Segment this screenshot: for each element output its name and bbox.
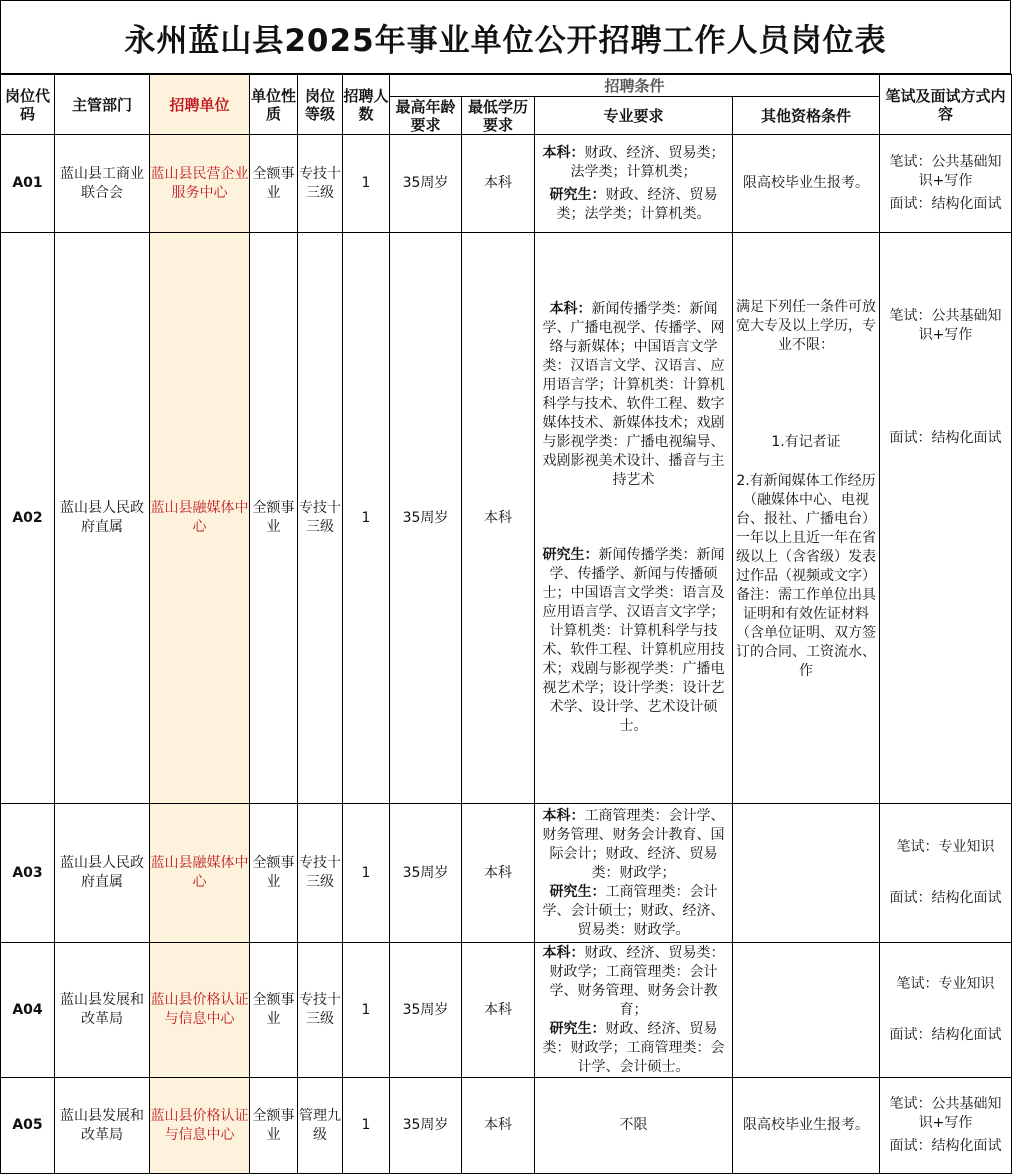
exam-cell xyxy=(880,943,1012,1078)
written-exam: 笔试：公共基础知识+写作 xyxy=(889,154,1002,189)
graduate-majors: 新闻传播学类：新闻学、传播学、新闻与传播硕士；中国语言文学类：语言及应用语言学、汉语言文字学；计算机类：计算机科学与技术、软件工程、计算机应用技术；戏剧与影视学类：广播电视艺术学；设计学类：设计艺术学、设计学、艺术设计硕士。 xyxy=(542,547,725,734)
unit-cell: 蓝山县融媒体中心 xyxy=(150,233,250,804)
undergrad-majors: 工商管理类：会计学、财务管理、财务会计教育、国际会计；财政、经济、贸易类：财政学； xyxy=(542,807,725,881)
interview-exam: 面试：结构化面试 xyxy=(889,1138,1002,1154)
nature-cell: 全额事业 xyxy=(250,1078,298,1174)
other-intro: 满足下列任一条件可放宽大专及以上学历，专业不限： xyxy=(736,299,876,353)
header-level: 岗位等级 xyxy=(298,75,343,135)
count-cell: 1 xyxy=(343,1078,390,1174)
job-positions-table xyxy=(0,74,1012,1174)
graduate-label: 研究生： xyxy=(542,547,599,563)
nature-cell: 全额事业 xyxy=(250,943,298,1078)
other-cell xyxy=(733,804,880,943)
header-dept: 主管部门 xyxy=(55,75,150,135)
major-cell xyxy=(535,233,733,804)
level-cell: 专技十三级 xyxy=(298,804,343,943)
interview-exam: 面试：结构化面试 xyxy=(889,196,1002,212)
exam-cell xyxy=(880,233,1012,804)
header-unit: 招聘单位 xyxy=(150,75,250,135)
written-exam: 笔试：公共基础知识+写作 xyxy=(889,308,1002,343)
exam-cell xyxy=(880,1078,1012,1174)
age-cell: 35周岁 xyxy=(390,943,462,1078)
nature-cell: 全额事业 xyxy=(250,233,298,804)
nature-cell: 全额事业 xyxy=(250,135,298,233)
interview-exam: 面试：结构化面试 xyxy=(889,1027,1002,1043)
other-cell xyxy=(733,943,880,1078)
nature-cell: 全额事业 xyxy=(250,804,298,943)
graduate-label: 研究生： xyxy=(549,1020,606,1037)
written-exam: 笔试：专业知识 xyxy=(896,976,995,992)
age-cell: 35周岁 xyxy=(390,135,462,233)
exam-cell xyxy=(880,804,1012,943)
graduate-label: 研究生： xyxy=(549,883,606,900)
major-cell xyxy=(535,135,733,233)
exam-cell xyxy=(880,135,1012,233)
other-note: 备注：需工作单位出具证明和有效佐证材料（含单位证明、双方签订的合同、工资流水、作 xyxy=(736,587,876,679)
header-count: 招聘人数 xyxy=(343,75,390,135)
header-nature: 单位性质 xyxy=(250,75,298,135)
header-min-edu: 最低学历要求 xyxy=(462,97,535,135)
written-exam: 笔试：公共基础知识+写作 xyxy=(889,1096,1002,1131)
unit-cell: 蓝山县融媒体中心 xyxy=(150,804,250,943)
code-cell: A03 xyxy=(1,804,55,943)
other-cell: 限高校毕业生报考。 xyxy=(733,1078,880,1174)
edu-cell: 本科 xyxy=(462,943,535,1078)
header-other: 其他资格条件 xyxy=(733,97,880,135)
interview-exam: 面试：结构化面试 xyxy=(889,890,1002,906)
level-cell: 专技十三级 xyxy=(298,233,343,804)
code-cell: A01 xyxy=(1,135,55,233)
header-conditions: 招聘条件 xyxy=(390,75,880,97)
undergrad-label: 本科： xyxy=(549,301,592,317)
edu-cell: 本科 xyxy=(462,1078,535,1174)
graduate-label: 研究生： xyxy=(549,186,606,203)
edu-cell: 本科 xyxy=(462,233,535,804)
code-cell: A05 xyxy=(1,1078,55,1174)
dept-cell: 蓝山县人民政府直属 xyxy=(55,804,150,943)
edu-cell: 本科 xyxy=(462,804,535,943)
other-condition-1: 1.有记者证 xyxy=(771,434,841,450)
age-cell: 35周岁 xyxy=(390,1078,462,1174)
dept-cell: 蓝山县发展和改革局 xyxy=(55,943,150,1078)
unit-cell: 蓝山县民营企业服务中心 xyxy=(150,135,250,233)
header-max-age: 最高年龄要求 xyxy=(390,97,462,135)
count-cell: 1 xyxy=(343,943,390,1078)
graduate-majors: 财政、经济、贸易类：财政学；工商管理类：会计学、会计硕士。 xyxy=(542,1020,725,1075)
page-title: 永州蓝山县2025年事业单位公开招聘工作人员岗位表 xyxy=(0,0,1011,74)
other-cell: 限高校毕业生报考。 xyxy=(733,135,880,233)
written-exam: 笔试：专业知识 xyxy=(896,839,995,855)
age-cell: 35周岁 xyxy=(390,804,462,943)
table-row xyxy=(1,1078,1012,1174)
unit-cell: 蓝山县价格认证与信息中心 xyxy=(150,943,250,1078)
header-major: 专业要求 xyxy=(535,97,733,135)
table-row xyxy=(1,943,1012,1078)
undergrad-majors: 财政、经济、贸易类：财政学；工商管理类：会计学、财务管理、财务会计教育； xyxy=(549,944,725,1018)
interview-exam: 面试：结构化面试 xyxy=(889,430,1002,446)
graduate-majors: 财政、经济、贸易类；法学类；计算机类。 xyxy=(556,186,718,222)
undergrad-label: 本科： xyxy=(542,807,585,824)
header-code: 岗位代码 xyxy=(1,75,55,135)
graduate-majors: 工商管理类：会计学、会计硕士；财政、经济、贸易类：财政学。 xyxy=(542,883,725,938)
table-row xyxy=(1,804,1012,943)
level-cell: 专技十三级 xyxy=(298,943,343,1078)
table-row xyxy=(1,233,1012,804)
header-exam: 笔试及面试方式内容 xyxy=(880,75,1012,135)
undergrad-majors: 财政、经济、贸易类；法学类；计算机类； xyxy=(570,144,725,180)
header-row-1 xyxy=(1,75,1012,97)
undergrad-label: 本科： xyxy=(542,944,585,961)
count-cell: 1 xyxy=(343,135,390,233)
undergrad-majors: 新闻传播学类：新闻学、广播电视学、传播学、网络与新媒体；中国语言文学类：汉语言文学、汉语言、应用语言学；计算机类：计算机科学与技术、软件工程、数字媒体技术、新媒体技术；戏剧与影视学类：广播电视编导、戏剧影视美术设计、播音与主持艺术 xyxy=(542,301,725,488)
level-cell: 专技十三级 xyxy=(298,135,343,233)
undergrad-label: 本科： xyxy=(542,144,585,161)
age-cell: 35周岁 xyxy=(390,233,462,804)
dept-cell: 蓝山县发展和改革局 xyxy=(55,1078,150,1174)
level-cell: 管理九级 xyxy=(298,1078,343,1174)
dept-cell: 蓝山县工商业联合会 xyxy=(55,135,150,233)
count-cell: 1 xyxy=(343,804,390,943)
code-cell: A04 xyxy=(1,943,55,1078)
major-cell: 不限 xyxy=(535,1078,733,1174)
major-cell xyxy=(535,943,733,1078)
table-row xyxy=(1,135,1012,233)
dept-cell: 蓝山县人民政府直属 xyxy=(55,233,150,804)
unit-cell: 蓝山县价格认证与信息中心 xyxy=(150,1078,250,1174)
other-condition-2: 2.有新闻媒体工作经历（融媒体中心、电视台、报社、广播电台）一年以上且近一年在省级以上（含省级）发表过作品（视频或文字） xyxy=(736,473,876,584)
major-cell xyxy=(535,804,733,943)
edu-cell: 本科 xyxy=(462,135,535,233)
other-cell xyxy=(733,233,880,804)
code-cell: A02 xyxy=(1,233,55,804)
count-cell: 1 xyxy=(343,233,390,804)
